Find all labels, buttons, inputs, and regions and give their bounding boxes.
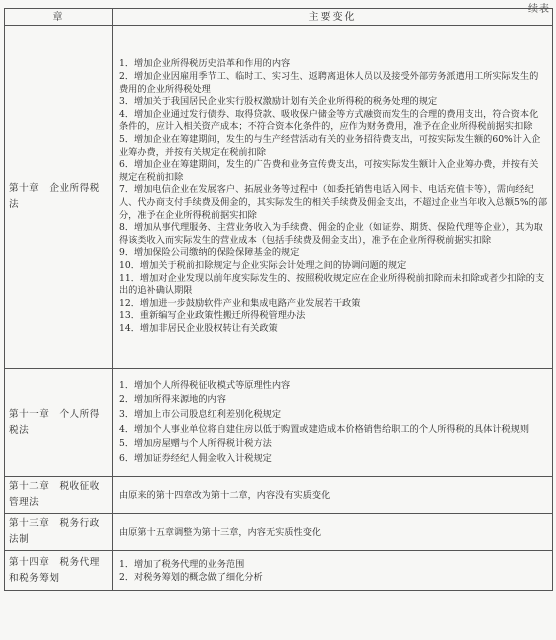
change-item: 13．重新编写企业政策性搬迁所得税管理办法: [119, 310, 306, 322]
header-changes: 主要变化: [113, 9, 553, 26]
change-item: 由原第十五章调整为第十三章，内容无实质性变化: [119, 526, 322, 538]
change-item: 3．增加上市公司股息红利差别化税规定: [119, 408, 282, 420]
table-row: [5, 369, 553, 477]
change-item: 2．增加所得来源地的内容: [119, 394, 226, 406]
chapter-cell: 第十二章 税收征收管理法: [5, 477, 113, 514]
chapter-cell: 第十一章 个人所得税法: [5, 369, 113, 477]
change-item: 9．增加保险公司缴纳的保险保障基金的规定: [119, 247, 300, 259]
change-item: 由原来的第十四章改为第十二章，内容没有实质变化: [119, 489, 331, 501]
table-header-row: [5, 9, 553, 26]
change-item: 1．增加企业所得税历史沿革和作用的内容: [119, 58, 291, 70]
chapter-cell: 第十三章 税务行政法制: [5, 514, 113, 551]
table-row: [5, 477, 553, 514]
change-item: 4．增加个人事业单位将自建住房以低于购置或建造成本价格销售给职工的个人所得税的具体计税规则: [119, 423, 530, 435]
chapter-cell: 第十章 企业所得税法: [5, 26, 113, 369]
table-row: [5, 26, 553, 369]
change-item: 7．增加电信企业在发展客户、拓展业务等过程中（如委托销售电话入网卡、电话充值卡等），需向经纪人、代办商支付手续费及佣金的，其实际发生的相关手续费及佣金支出，不超过企业当年收入总额5%的部分，准予在企业所得税前据实扣除: [119, 184, 548, 221]
table-row: [5, 551, 553, 591]
change-item: 11．增加对企业发现以前年度实际发生的、按照税收规定应在企业所得税前扣除而未扣除或者少扣除的支出的追补确认期限: [119, 272, 545, 297]
changes-cell: [113, 26, 553, 369]
changes-cell: [113, 514, 553, 551]
change-item: 6．增加证券经纪人佣金收入计税规定: [119, 452, 272, 464]
change-item: 5．增加房屋赠与个人所得税计税方法: [119, 438, 272, 450]
continued-label: 续表: [528, 4, 550, 15]
change-item: 14．增加非居民企业股权转让有关政策: [119, 322, 278, 334]
change-item: 8．增加从事代理服务、主营业务收入为手续费、佣金的企业（如证券、期货、保险代理等企业），其为取得该类收入而实际发生的营业成本（包括手续费及佣金支出），准予在企业所得税前据实扣除: [119, 222, 543, 246]
table-row: [5, 514, 553, 551]
header-chapter: 章: [5, 9, 113, 26]
change-item: 1．增加个人所得税征收模式等原理性内容: [119, 379, 291, 391]
changes-cell: [113, 369, 553, 477]
chapter-changes-table: [4, 8, 553, 591]
change-item: 1．增加了税务代理的业务范围: [119, 558, 245, 570]
changes-cell: [113, 551, 553, 591]
change-item: 4．增加企业通过发行债券、取得贷款、吸收保户储金等方式融资而发生的合理的费用支出，符合资本化条件的，应计入相关资产成本；不符合资本化条件的，应作为财务费用，准予在企业所得税前据实扣除: [119, 108, 539, 133]
change-item: 2．对税务筹划的概念做了细化分析: [119, 571, 263, 583]
change-item: 3．增加关于我国居民企业实行股权激励计划有关企业所得税的税务处理的规定: [119, 96, 438, 108]
changes-cell: [113, 477, 553, 514]
change-item: 10．增加关于税前扣除规定与企业实际会计处理之间的协调问题的规定: [119, 259, 407, 271]
change-item: 5．增加企业在筹建期间，发生的与生产经营活动有关的业务招待费支出，可按实际发生额的60%计入企业筹办费，并按有关规定在税前扣除: [119, 134, 541, 158]
change-item: 2．增加企业因雇用季节工、临时工、实习生、返聘离退休人员以及接受外部劳务派遣用工所实际发生的费用的企业所得税处理: [119, 71, 539, 95]
change-item: 12．增加进一步鼓励软件产业和集成电路产业发展若干政策: [119, 297, 361, 309]
change-item: 6．增加企业在筹建期间，发生的广告费和业务宣传费支出，可按实际发生额计入企业筹办费，并按有关规定在税前扣除: [119, 159, 539, 183]
chapter-cell: 第十四章 税务代理和税务筹划: [5, 551, 113, 591]
